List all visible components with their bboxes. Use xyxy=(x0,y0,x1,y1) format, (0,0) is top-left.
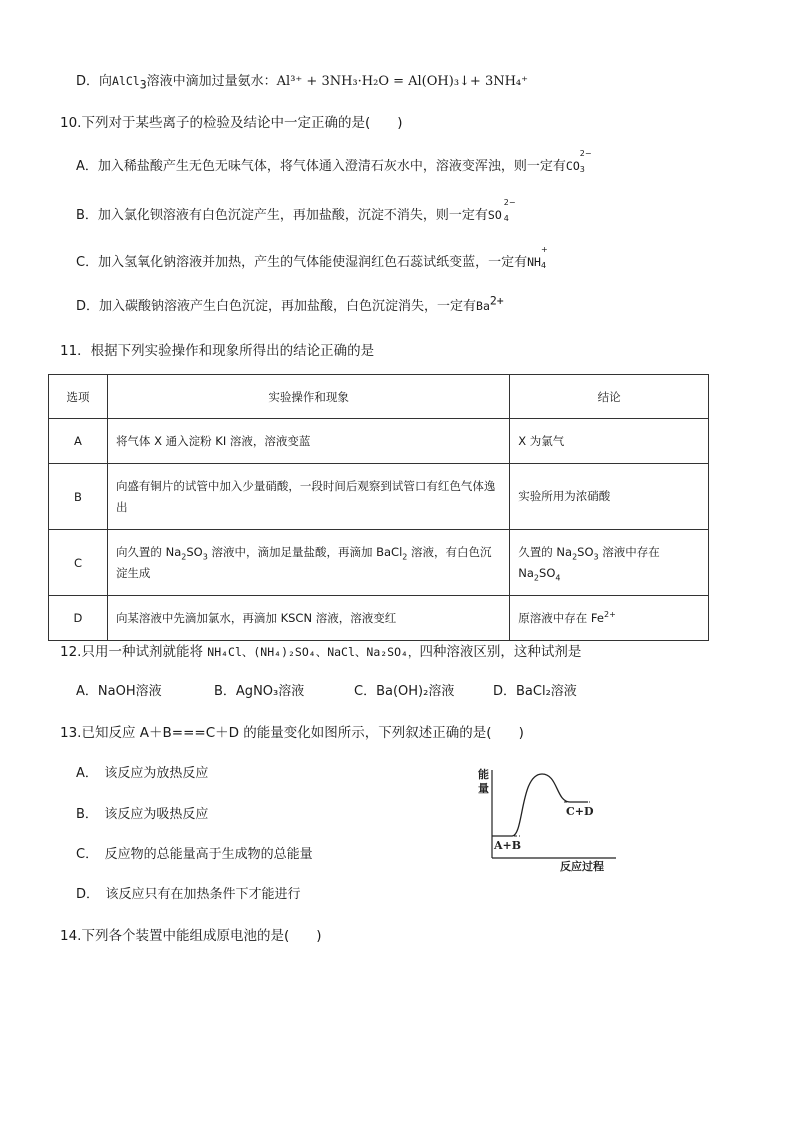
table-cell-operation: 向盛有铜片的试管中加入少量硝酸，一段时间后观察到试管口有红色气体逸出 xyxy=(107,464,509,530)
q13-option-c[interactable]: C． 反应物的总能量高于生成物的总能量 xyxy=(76,847,313,862)
q10-option-c[interactable] xyxy=(76,245,548,272)
table-cell-key: C xyxy=(49,530,108,596)
q13-option-b[interactable]: B． 该反应为吸热反应 xyxy=(76,807,209,822)
table-header-option: 选项 xyxy=(49,375,108,419)
table-cell-conclusion: 久置的 $Na_2SO_3$ 溶液中存在 $Na_2SO_4$ xyxy=(510,530,709,596)
q13-option-d[interactable]: D． 该反应只有在加热条件下才能进行 xyxy=(76,887,301,902)
table-cell-conclusion: X 为氯气 xyxy=(510,419,709,464)
q12-stem-post: 四种溶液区别，这种试剂是 xyxy=(419,644,582,660)
table-row xyxy=(49,464,709,530)
x-axis-label: 反应过程 xyxy=(560,860,604,873)
table-cell-operation: 向某溶液中先滴加氯水，再滴加 KSCN 溶液，溶液变红 xyxy=(107,596,509,641)
q10-option-a-text: A．加入稀盐酸产生无色无味气体，将气体通入澄清石灰水中，溶液变浑浊，则一定有 xyxy=(76,159,566,174)
q9-option-d-text: 溶液中滴加过量氨水： xyxy=(146,74,277,89)
y-axis-label-2: 量 xyxy=(478,782,489,795)
q10-option-d-ion: Ba xyxy=(476,299,490,313)
table-cell-operation: 将气体 X 通入淀粉 KI 溶液，溶液变蓝 xyxy=(107,419,509,464)
q12-option-a[interactable]: A．NaOH溶液 xyxy=(76,684,162,699)
q11-table xyxy=(48,374,709,641)
q12-option-b[interactable]: B．AgNO₃溶液 xyxy=(214,684,305,699)
q10-option-c-charge: + 4 xyxy=(540,245,548,270)
q10-stem: 10.下列对于某些离子的检验及结论中一定正确的是( ) xyxy=(60,115,403,131)
q9-option-d-equation: Al³⁺ + 3NH₃·H₂O = Al(OH)₃↓+ 3NH₄⁺ xyxy=(276,74,529,89)
reactant-label: A+B xyxy=(494,839,522,852)
q9-option-d-formula: AlCl xyxy=(112,74,140,88)
q10-option-d-text: D．加入碳酸钠溶液产生白色沉淀，再加盐酸，白色沉淀消失，一定有 xyxy=(76,299,477,314)
q10-option-c-text: C．加入氢氧化钠溶液并加热，产生的气体能使湿润红色石蕊试纸变蓝，一定有 xyxy=(76,255,528,270)
q12-stem xyxy=(60,643,581,661)
table-header-conclusion: 结论 xyxy=(510,375,709,419)
q12-option-c[interactable]: C．Ba(OH)₂溶液 xyxy=(354,684,455,699)
table-row xyxy=(49,596,709,641)
table-header-row xyxy=(49,375,709,419)
table-cell-conclusion: 实验所用为浓硝酸 xyxy=(510,464,709,530)
y-axis-label-1: 能 xyxy=(478,768,489,781)
q13-option-a[interactable]: A． 该反应为放热反应 xyxy=(76,766,209,781)
table-header-operation: 实验操作和现象 xyxy=(107,375,509,419)
table-row xyxy=(49,530,709,596)
q10-option-c-ion: NH xyxy=(527,255,541,269)
q10-option-b[interactable] xyxy=(76,198,516,225)
q10-option-a[interactable] xyxy=(76,149,592,176)
table-cell-conclusion: 原溶液中存在 $Fe^{2+}$ xyxy=(510,596,709,641)
q10-option-d-charge: 2+ xyxy=(489,293,504,308)
q10-option-b-ion: SO xyxy=(487,208,502,222)
q14-stem: 14.下列各个装置中能组成原电池的是( ) xyxy=(60,928,322,944)
product-label: C+D xyxy=(566,805,594,818)
q12-option-d[interactable]: D．BaCl₂溶液 xyxy=(493,684,577,699)
table-cell-operation: 向久置的 $Na_2SO_3$ 溶液中，滴加足量盐酸，再滴加 BaCl$_2$ 溶液，有白色沉淀生成 xyxy=(107,530,509,596)
q10-option-b-charge: 2− 4 xyxy=(503,198,516,223)
q9-option-d-sub: 3 xyxy=(139,77,147,92)
q9-option-d xyxy=(76,72,528,91)
q9-option-d-label: D．向 xyxy=(76,74,113,89)
q11-stem: 11．根据下列实验操作和现象所得出的结论正确的是 xyxy=(60,343,375,359)
table-cell-key: D xyxy=(49,596,108,641)
energy-diagram xyxy=(476,764,626,874)
table-cell-key: B xyxy=(49,464,108,530)
q10-option-a-charge: 2− 3 xyxy=(579,149,592,174)
table-row xyxy=(49,419,709,464)
table-cell-key: A xyxy=(49,419,108,464)
q10-option-b-text: B．加入氯化钡溶液有白色沉淀产生，再加盐酸，沉淀不消失，则一定有 xyxy=(76,208,488,223)
q10-option-d[interactable] xyxy=(76,293,504,316)
q10-option-a-ion: CO xyxy=(565,159,580,173)
q13-stem: 13.已知反应 A＋B===C＋D 的能量变化如图所示，下列叙述正确的是( ) xyxy=(60,725,524,741)
q12-stem-chem: NH₄Cl、(NH₄)₂SO₄、NaCl、Na₂SO₄， xyxy=(207,645,420,659)
q12-stem-pre: 12.只用一种试剂就能将 xyxy=(60,644,208,660)
